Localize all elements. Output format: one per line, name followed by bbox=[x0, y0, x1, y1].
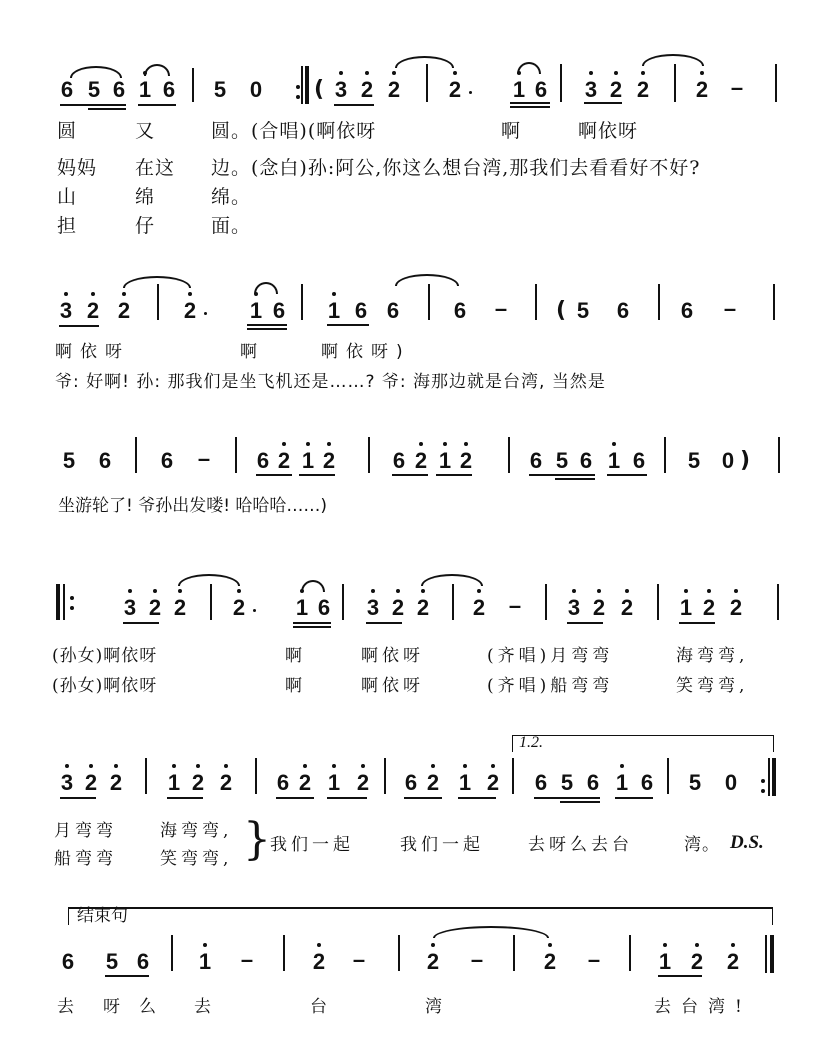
note: 1 bbox=[456, 772, 474, 794]
note: 3 bbox=[582, 79, 600, 101]
note: 6 bbox=[112, 77, 126, 102]
underline bbox=[60, 797, 96, 799]
note: 1 bbox=[677, 597, 695, 619]
dash: – bbox=[494, 296, 508, 321]
lyric: 么 bbox=[139, 997, 157, 1017]
lyric: 月弯弯 bbox=[54, 821, 117, 841]
note: 2 bbox=[189, 772, 207, 794]
barline bbox=[428, 284, 430, 320]
underline bbox=[299, 474, 335, 476]
note: 6 bbox=[529, 448, 543, 473]
barline bbox=[255, 758, 257, 794]
note: 2 bbox=[412, 450, 430, 472]
lyric: 啊依呀 bbox=[361, 646, 424, 666]
barline bbox=[301, 284, 303, 320]
lyric: 我们一起 bbox=[270, 835, 354, 855]
underline bbox=[510, 102, 550, 104]
underline bbox=[88, 108, 126, 110]
barline bbox=[765, 935, 767, 973]
lyric: 去台湾! bbox=[654, 997, 752, 1017]
final-barline bbox=[770, 935, 774, 973]
barline bbox=[135, 437, 137, 473]
lyric: 又 bbox=[135, 120, 156, 142]
barline bbox=[513, 935, 515, 971]
barline bbox=[560, 64, 562, 102]
dal-segno-mark: D.S. bbox=[730, 832, 764, 853]
underline bbox=[534, 797, 600, 799]
underline bbox=[276, 797, 314, 799]
underline bbox=[334, 104, 374, 106]
tie bbox=[178, 574, 240, 586]
note: 2 bbox=[618, 597, 636, 619]
note: 2 bbox=[700, 597, 718, 619]
dash: – bbox=[197, 446, 211, 471]
dash: – bbox=[240, 947, 254, 972]
note: 6 bbox=[60, 77, 74, 102]
tie bbox=[642, 54, 704, 66]
note: 6 bbox=[534, 770, 548, 795]
dash: – bbox=[508, 593, 522, 618]
underline bbox=[510, 106, 550, 108]
lyric: 去 bbox=[194, 997, 212, 1017]
tie bbox=[433, 926, 549, 938]
barline bbox=[777, 584, 779, 620]
note: 2 bbox=[82, 772, 100, 794]
underline bbox=[247, 324, 287, 326]
barline bbox=[657, 584, 659, 620]
barline bbox=[664, 437, 666, 473]
note: 6 bbox=[61, 949, 75, 974]
note: 0 bbox=[724, 770, 738, 795]
lyric: (孙女)啊依呀 bbox=[52, 646, 158, 666]
barline bbox=[342, 584, 344, 620]
lyric: 绵。 bbox=[211, 186, 252, 208]
note: 2 bbox=[446, 79, 464, 101]
lyric: 啊 bbox=[240, 342, 257, 362]
repeat-dot bbox=[761, 789, 765, 793]
note: 2 bbox=[146, 597, 164, 619]
lyric: 啊 bbox=[501, 120, 522, 142]
note: 2 bbox=[470, 597, 488, 619]
underline bbox=[529, 474, 595, 476]
underline bbox=[327, 797, 367, 799]
lyric: 边。(念白)孙:阿公,你这么想台湾,那我们去看看好不好? bbox=[211, 157, 701, 179]
note: 2 bbox=[590, 597, 608, 619]
note: 2 bbox=[541, 951, 559, 973]
underline bbox=[607, 474, 647, 476]
lyric: 去 bbox=[57, 997, 75, 1017]
note: 3 bbox=[332, 79, 350, 101]
note: 2 bbox=[296, 772, 314, 794]
barline bbox=[63, 584, 65, 620]
barline bbox=[171, 935, 173, 971]
underline bbox=[167, 797, 203, 799]
barline bbox=[426, 64, 428, 102]
lyric: (齐唱)月弯弯 bbox=[487, 646, 614, 666]
lyric: 我们一起 bbox=[400, 835, 484, 855]
note: 5 bbox=[688, 770, 702, 795]
underline bbox=[436, 474, 472, 476]
barline bbox=[384, 758, 386, 794]
lyric: 担 bbox=[57, 215, 78, 237]
note: 0 bbox=[721, 448, 735, 473]
underline bbox=[679, 622, 715, 624]
barline bbox=[508, 437, 510, 473]
underline bbox=[555, 478, 595, 480]
final-barline bbox=[305, 66, 309, 104]
underline bbox=[59, 325, 99, 327]
note: 6 bbox=[640, 770, 654, 795]
note: 2 bbox=[414, 597, 432, 619]
note: 2 bbox=[607, 79, 625, 101]
repeat-dot bbox=[296, 95, 300, 99]
note: 1 bbox=[325, 300, 343, 322]
barline bbox=[210, 584, 212, 620]
barline bbox=[452, 584, 454, 620]
dash: – bbox=[352, 947, 366, 972]
lyric: 啊依呀) bbox=[321, 342, 411, 362]
lyric: (孙女)啊依呀 bbox=[52, 676, 158, 696]
note: 2 bbox=[320, 450, 338, 472]
note: 2 bbox=[457, 450, 475, 472]
note: 2 bbox=[230, 597, 248, 619]
lyric: 笑弯弯, bbox=[676, 676, 749, 696]
note: 2 bbox=[688, 951, 706, 973]
underline bbox=[60, 104, 126, 106]
note: 3 bbox=[57, 300, 75, 322]
underline bbox=[560, 801, 600, 803]
paren: ) bbox=[740, 448, 751, 473]
barline bbox=[778, 437, 780, 473]
repeat-dot bbox=[296, 85, 300, 89]
lyric: 台 bbox=[310, 997, 328, 1017]
barline bbox=[674, 64, 676, 102]
barline bbox=[629, 935, 631, 971]
dialogue: 坐游轮了! 爷孙出发喽! 哈哈哈……) bbox=[58, 496, 328, 516]
note: 6 bbox=[404, 770, 418, 795]
underline bbox=[256, 474, 292, 476]
paren: ( bbox=[314, 77, 325, 102]
underline bbox=[392, 474, 428, 476]
note: 2 bbox=[358, 79, 376, 101]
barline bbox=[545, 584, 547, 620]
volta-bracket bbox=[512, 735, 774, 752]
dash: – bbox=[730, 75, 744, 100]
lyric: 圆。(合唱)(啊依呀 bbox=[211, 120, 377, 142]
lyric: 妈妈 bbox=[57, 157, 98, 179]
note: 6 bbox=[160, 448, 174, 473]
underline bbox=[247, 328, 287, 330]
underline bbox=[293, 622, 331, 624]
note: 2 bbox=[181, 300, 199, 322]
note: 6 bbox=[272, 298, 286, 323]
underline bbox=[404, 797, 442, 799]
barline bbox=[301, 66, 303, 104]
paren: ( bbox=[556, 298, 567, 323]
note: 2 bbox=[385, 79, 403, 101]
note: 3 bbox=[364, 597, 382, 619]
barline bbox=[658, 284, 660, 320]
note: 6 bbox=[256, 448, 270, 473]
note: 5 bbox=[62, 448, 76, 473]
note: 2 bbox=[275, 450, 293, 472]
note: 6 bbox=[579, 448, 593, 473]
dash: – bbox=[587, 947, 601, 972]
note: 1 bbox=[436, 450, 454, 472]
underline bbox=[615, 797, 653, 799]
note: 6 bbox=[392, 448, 406, 473]
note: 6 bbox=[136, 949, 150, 974]
note: 1 bbox=[136, 79, 154, 101]
final-barline bbox=[772, 758, 776, 796]
dash: – bbox=[723, 296, 737, 321]
note: 3 bbox=[121, 597, 139, 619]
lyric: (齐唱)船弯弯 bbox=[487, 676, 614, 696]
note: 5 bbox=[687, 448, 701, 473]
note: 1 bbox=[510, 79, 528, 101]
lyric: 去呀么去台 bbox=[528, 835, 633, 855]
note: 6 bbox=[534, 77, 548, 102]
repeat-start-barline bbox=[56, 584, 60, 620]
fermata-arc bbox=[301, 580, 325, 592]
note: 5 bbox=[576, 298, 590, 323]
barline bbox=[145, 758, 147, 794]
lyric: 啊 bbox=[285, 676, 303, 696]
lyric: 面。 bbox=[211, 215, 252, 237]
lyric: 湾。 bbox=[684, 835, 720, 855]
note: 2 bbox=[634, 79, 652, 101]
note: 2 bbox=[217, 772, 235, 794]
volta-label: 1.2. bbox=[519, 734, 543, 751]
note: 2 bbox=[107, 772, 125, 794]
dialogue: 爷: 好啊! 孙: 那我们是坐飞机还是……? 爷: 海那边就是台湾, 当然是 bbox=[55, 372, 606, 392]
note: 6 bbox=[98, 448, 112, 473]
lyric: 船弯弯 bbox=[54, 849, 117, 869]
note: 1 bbox=[325, 772, 343, 794]
note: 2 bbox=[727, 597, 745, 619]
note: 6 bbox=[276, 770, 290, 795]
note: 6 bbox=[162, 77, 176, 102]
note: 6 bbox=[386, 298, 400, 323]
note: 5 bbox=[213, 77, 227, 102]
barline bbox=[768, 758, 770, 796]
lyric: 啊 bbox=[285, 646, 303, 666]
note: 2 bbox=[693, 79, 711, 101]
note: 1 bbox=[247, 300, 265, 322]
underline bbox=[105, 975, 149, 977]
underline bbox=[123, 622, 159, 624]
barline bbox=[283, 935, 285, 971]
note: 1 bbox=[299, 450, 317, 472]
ending-bracket bbox=[68, 907, 773, 925]
note: 3 bbox=[565, 597, 583, 619]
note: 2 bbox=[389, 597, 407, 619]
barline bbox=[773, 284, 775, 320]
note: 6 bbox=[632, 448, 646, 473]
note: 0 bbox=[249, 77, 263, 102]
note: 1 bbox=[656, 951, 674, 973]
lyric: 啊依呀 bbox=[578, 120, 639, 142]
repeat-dot bbox=[70, 606, 74, 610]
underline bbox=[366, 622, 402, 624]
barline bbox=[192, 68, 194, 102]
barline bbox=[368, 437, 370, 473]
note: 2 bbox=[424, 772, 442, 794]
lyric: 圆 bbox=[57, 120, 78, 142]
note: 6 bbox=[354, 298, 368, 323]
fermata-arc bbox=[144, 64, 170, 76]
note: 6 bbox=[453, 298, 467, 323]
note: 1 bbox=[196, 951, 214, 973]
note: 2 bbox=[115, 300, 133, 322]
barline bbox=[512, 758, 514, 794]
lyric: 海弯弯, bbox=[160, 821, 233, 841]
underline bbox=[138, 104, 176, 106]
note: 1 bbox=[293, 597, 311, 619]
repeat-dot bbox=[761, 779, 765, 783]
barline bbox=[157, 284, 159, 320]
underline bbox=[658, 975, 702, 977]
brace: } bbox=[243, 814, 271, 865]
underline bbox=[567, 622, 603, 624]
tie bbox=[395, 56, 454, 68]
note: 2 bbox=[84, 300, 102, 322]
lyric: 在这 bbox=[135, 157, 176, 179]
barline bbox=[775, 64, 777, 102]
note: 5 bbox=[555, 448, 569, 473]
barline bbox=[667, 758, 669, 794]
note: 2 bbox=[310, 951, 328, 973]
underline bbox=[293, 626, 331, 628]
lyric: 呀 bbox=[103, 997, 121, 1017]
lyric: 绵 bbox=[135, 186, 156, 208]
note: 6 bbox=[317, 595, 331, 620]
note: 5 bbox=[87, 77, 101, 102]
lyric: 仔 bbox=[135, 215, 156, 237]
note: 6 bbox=[616, 298, 630, 323]
underline bbox=[327, 324, 369, 326]
note: 6 bbox=[680, 298, 694, 323]
lyric: 笑弯弯, bbox=[160, 849, 233, 869]
repeat-dot bbox=[70, 596, 74, 600]
note: 2 bbox=[724, 951, 742, 973]
barline bbox=[535, 284, 537, 320]
lyric: 啊依呀 bbox=[361, 676, 424, 696]
barline bbox=[398, 935, 400, 971]
lyric: 啊依呀 bbox=[55, 342, 130, 362]
note: 1 bbox=[165, 772, 183, 794]
note: 2 bbox=[354, 772, 372, 794]
note: 5 bbox=[560, 770, 574, 795]
note: 1 bbox=[605, 450, 623, 472]
note: 6 bbox=[586, 770, 600, 795]
ending-label: 结束句 bbox=[77, 906, 128, 926]
tie bbox=[395, 274, 459, 286]
note: 2 bbox=[424, 951, 442, 973]
note: 2 bbox=[484, 772, 502, 794]
note: 1 bbox=[613, 772, 631, 794]
barline bbox=[235, 437, 237, 473]
note: 2 bbox=[171, 597, 189, 619]
dash: – bbox=[470, 947, 484, 972]
note: 5 bbox=[105, 949, 119, 974]
underline bbox=[458, 797, 496, 799]
lyric: 湾 bbox=[425, 997, 443, 1017]
lyric: 海弯弯, bbox=[676, 646, 749, 666]
note: 3 bbox=[58, 772, 76, 794]
underline bbox=[584, 102, 622, 104]
lyric: 山 bbox=[57, 186, 78, 208]
